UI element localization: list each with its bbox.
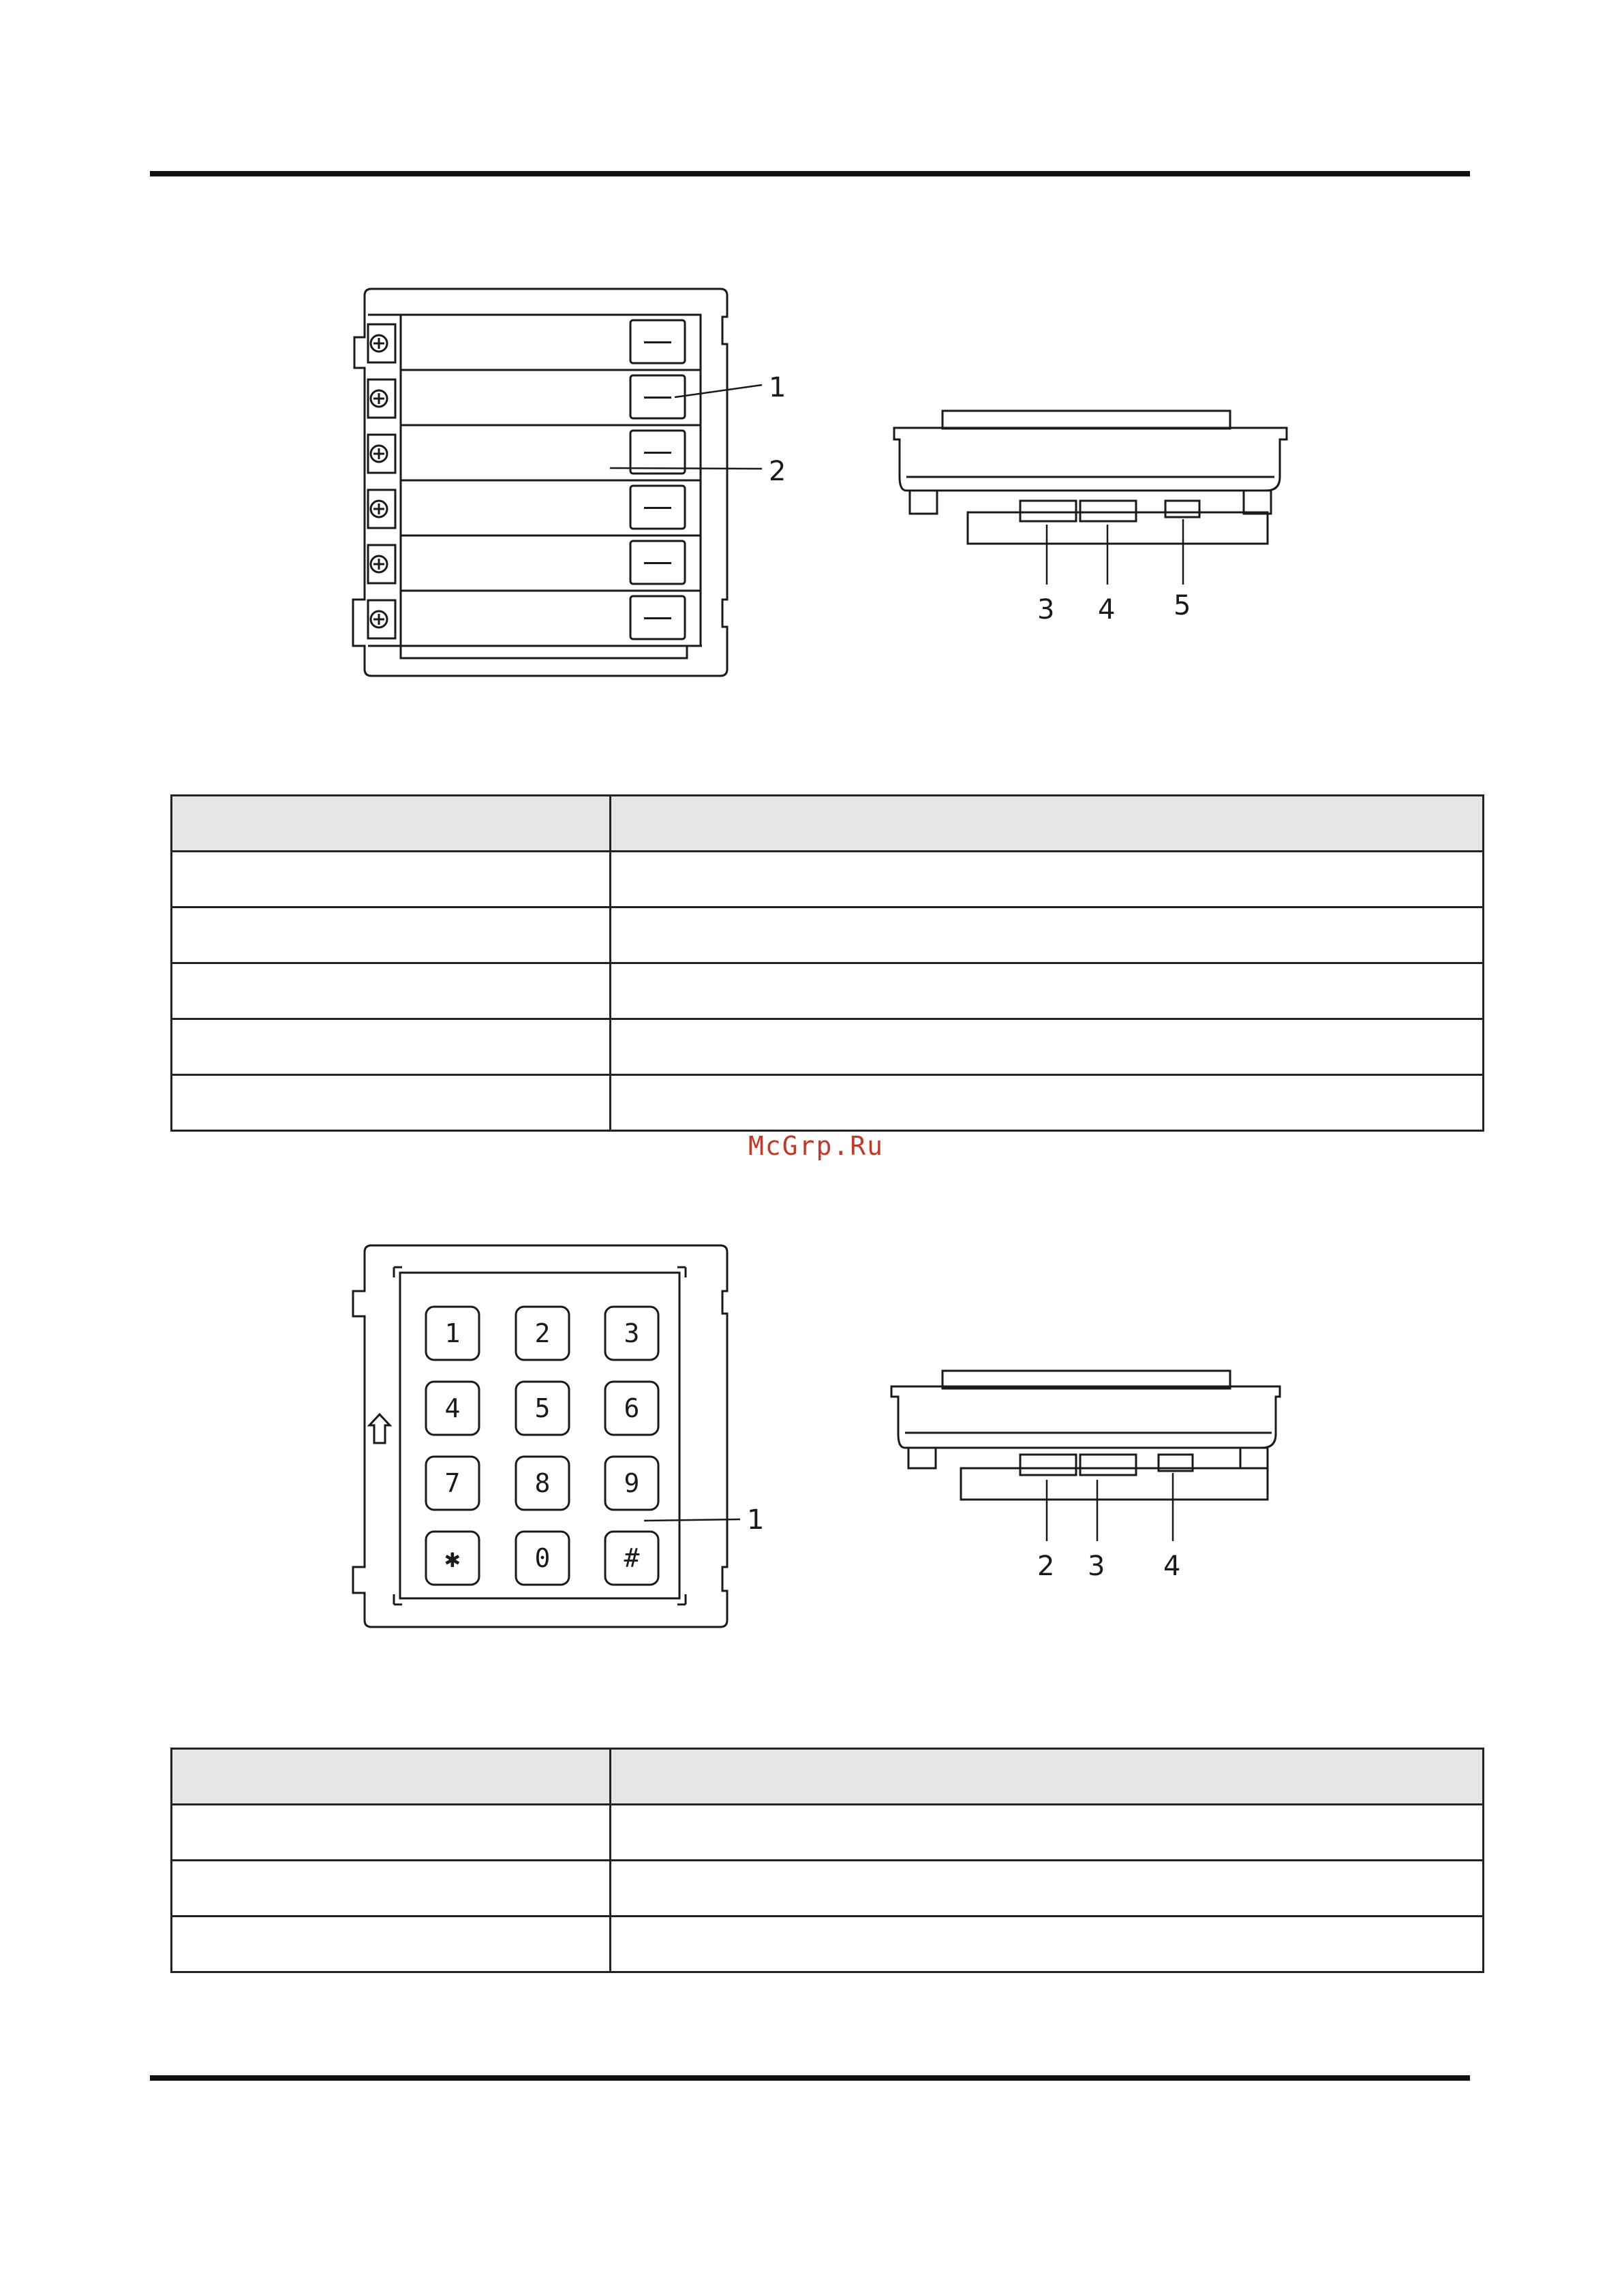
callout-1: 1	[747, 1504, 765, 1536]
callout-1: 1	[769, 372, 786, 403]
table-cell	[172, 1805, 611, 1861]
keypad-key	[426, 1532, 479, 1585]
table-header-cell	[172, 1749, 611, 1805]
table-cell	[611, 1805, 1484, 1861]
keypad-key-label: 7	[444, 1468, 461, 1498]
table-cell	[172, 1861, 611, 1917]
watermark: McGrp.Ru	[748, 1131, 885, 1161]
callout-3: 3	[1037, 594, 1055, 625]
keypad-key-label: 2	[534, 1318, 551, 1348]
keypad-key	[426, 1382, 479, 1435]
table-header-row	[172, 1749, 1484, 1805]
table-row	[172, 1917, 1484, 1972]
table-cell	[611, 1917, 1484, 1972]
bottom-rule	[150, 2075, 1470, 2081]
keypad-key	[516, 1532, 569, 1585]
keypad-key	[426, 1457, 479, 1510]
table-header-cell	[611, 1749, 1484, 1805]
keypad-key	[516, 1457, 569, 1510]
callout-2: 2	[769, 456, 786, 487]
table-row	[172, 1861, 1484, 1917]
keypad-key	[426, 1307, 479, 1360]
callout-4: 4	[1163, 1551, 1181, 1582]
table-row	[172, 1805, 1484, 1861]
table-cell	[172, 1917, 611, 1972]
callout-4: 4	[1098, 594, 1116, 625]
keypad-key	[605, 1307, 658, 1360]
keypad-key-label: 3	[624, 1318, 640, 1348]
keypad-key-label: ✱	[444, 1543, 461, 1573]
keypad-key	[516, 1307, 569, 1360]
table-cell	[611, 1861, 1484, 1917]
keypad-key-label: 1	[444, 1318, 461, 1348]
keypad-key-label: 0	[534, 1543, 551, 1573]
keypad-key	[605, 1457, 658, 1510]
keypad-key	[605, 1382, 658, 1435]
keypad-key-label: 9	[624, 1468, 640, 1498]
keypad-spec-table	[170, 1748, 1484, 1973]
keypad-key-label: 5	[534, 1393, 551, 1423]
keypad-key	[605, 1532, 658, 1585]
keypad-key-label: 4	[444, 1393, 461, 1423]
keypad-key-label: #	[624, 1543, 640, 1573]
keypad-key	[516, 1382, 569, 1435]
keypad-key-label: 8	[534, 1468, 551, 1498]
keypad-key-label: 6	[624, 1393, 640, 1423]
callout-5: 5	[1174, 590, 1191, 621]
callout-3: 3	[1088, 1551, 1105, 1582]
callout-2: 2	[1037, 1551, 1055, 1582]
